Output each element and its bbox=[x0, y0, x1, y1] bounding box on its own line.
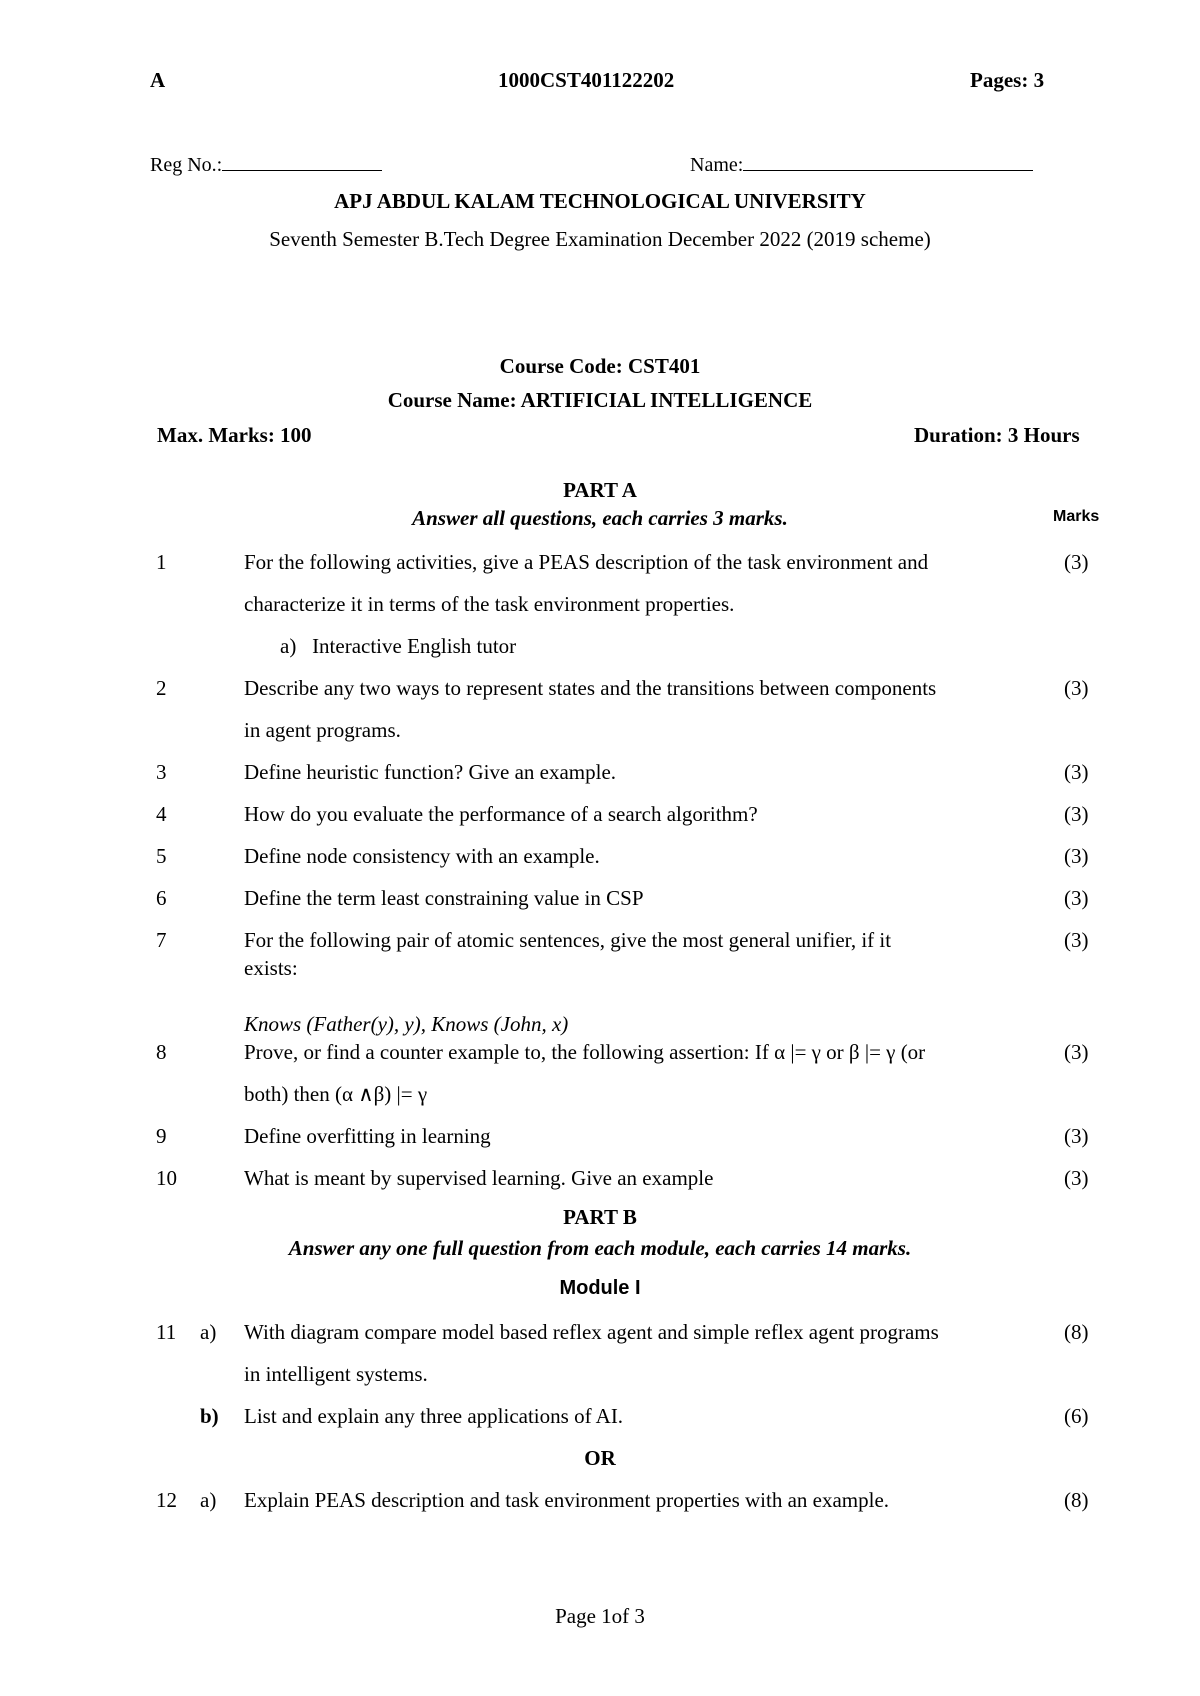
question-marks: (8) bbox=[1064, 1488, 1089, 1512]
page-count: Pages: 3 bbox=[970, 68, 1045, 92]
question-marks: (3) bbox=[1064, 844, 1089, 868]
question-number: 1 bbox=[156, 550, 167, 574]
question-text: Describe any two ways to represent states and the transitions between components bbox=[244, 676, 937, 700]
question-text: in agent programs. bbox=[244, 718, 401, 742]
question-text: How do you evaluate the performance of a search algorithm? bbox=[244, 802, 758, 826]
paper-code: 1000CST401122202 bbox=[498, 68, 675, 92]
name-blank bbox=[743, 152, 1033, 171]
module-title: Module I bbox=[559, 1277, 641, 1299]
question-number: 7 bbox=[156, 928, 167, 952]
page-footer: Page 1of 3 bbox=[555, 1604, 645, 1628]
question-text: exists: bbox=[244, 956, 298, 980]
question-marks: (3) bbox=[1064, 760, 1089, 784]
part-a-instruction: Answer all questions, each carries 3 marks. bbox=[412, 506, 788, 530]
question-text: Define the term least constraining value in CSP bbox=[244, 886, 644, 910]
question-text: characterize it in terms of the task environment properties. bbox=[244, 592, 735, 616]
question-marks: (3) bbox=[1064, 550, 1089, 574]
question-marks: (3) bbox=[1064, 802, 1089, 826]
question-marks: (3) bbox=[1064, 928, 1089, 952]
question-text: List and explain any three applications of AI. bbox=[244, 1404, 624, 1428]
part-b-instruction: Answer any one full question from each module, each carries 14 marks. bbox=[288, 1236, 912, 1260]
name-label: Name: bbox=[690, 154, 744, 176]
question-text: What is meant by supervised learning. Give an example bbox=[244, 1166, 714, 1190]
question-marks: (3) bbox=[1064, 1124, 1089, 1148]
question-marks: (3) bbox=[1064, 886, 1089, 910]
question-subpart: a) bbox=[200, 1488, 217, 1512]
or-separator: OR bbox=[584, 1446, 616, 1470]
max-marks: Max. Marks: 100 bbox=[157, 423, 312, 447]
question-text: Explain PEAS description and task environment properties with an example. bbox=[244, 1488, 890, 1512]
question-subpart: a) bbox=[200, 1320, 217, 1344]
question-marks: (8) bbox=[1064, 1320, 1089, 1344]
question-number: 11 bbox=[156, 1320, 177, 1344]
question-text: Prove, or find a counter example to, the following assertion: If α |= γ or β |= γ (or bbox=[244, 1040, 926, 1064]
unification-expression: Knows (Father(y), y), Knows (John, x) bbox=[244, 1012, 569, 1036]
question-number: 6 bbox=[156, 886, 167, 910]
question-text: Define overfitting in learning bbox=[244, 1124, 491, 1148]
question-text: Define node consistency with an example. bbox=[244, 844, 600, 868]
question-subpart: b) bbox=[200, 1404, 219, 1428]
part-b-title: PART B bbox=[563, 1205, 637, 1229]
course-code: Course Code: CST401 bbox=[499, 354, 701, 378]
duration: Duration: 3 Hours bbox=[914, 423, 1080, 447]
name-field bbox=[690, 152, 1033, 177]
reg-no-blank bbox=[222, 152, 382, 171]
question-marks: (3) bbox=[1064, 1040, 1089, 1064]
question-number: 10 bbox=[156, 1166, 177, 1190]
part-a-title: PART A bbox=[563, 478, 637, 502]
question-marks: (3) bbox=[1064, 676, 1089, 700]
question-text: For the following activities, give a PEAS description of the task environment and bbox=[244, 550, 929, 574]
question-text: Define heuristic function? Give an example. bbox=[244, 760, 617, 784]
question-number: 8 bbox=[156, 1040, 167, 1064]
marks-header: Marks bbox=[1053, 508, 1100, 525]
question-text: both) then (α ∧β) |= γ bbox=[244, 1082, 428, 1106]
question-marks: (3) bbox=[1064, 1166, 1089, 1190]
question-number: 12 bbox=[156, 1488, 177, 1512]
question-number: 5 bbox=[156, 844, 167, 868]
reg-no-field bbox=[150, 152, 382, 177]
question-text: For the following pair of atomic sentences, give the most general unifier, if it bbox=[244, 928, 892, 952]
question-number: 3 bbox=[156, 760, 167, 784]
question-number: 4 bbox=[156, 802, 167, 826]
university-name: APJ ABDUL KALAM TECHNOLOGICAL UNIVERSITY bbox=[334, 189, 866, 213]
question-text: in intelligent systems. bbox=[244, 1362, 428, 1386]
question-text: With diagram compare model based reflex agent and simple reflex agent programs bbox=[244, 1320, 939, 1344]
reg-no-label: Reg No.: bbox=[150, 154, 223, 176]
question-number: 9 bbox=[156, 1124, 167, 1148]
paper-set: A bbox=[150, 68, 166, 92]
question-subpart: a) Interactive English tutor bbox=[280, 634, 517, 658]
question-number: 2 bbox=[156, 676, 167, 700]
question-marks: (6) bbox=[1064, 1404, 1089, 1428]
course-name: Course Name: ARTIFICIAL INTELLIGENCE bbox=[387, 388, 813, 412]
exam-title: Seventh Semester B.Tech Degree Examination December 2022 (2019 scheme) bbox=[269, 227, 931, 251]
